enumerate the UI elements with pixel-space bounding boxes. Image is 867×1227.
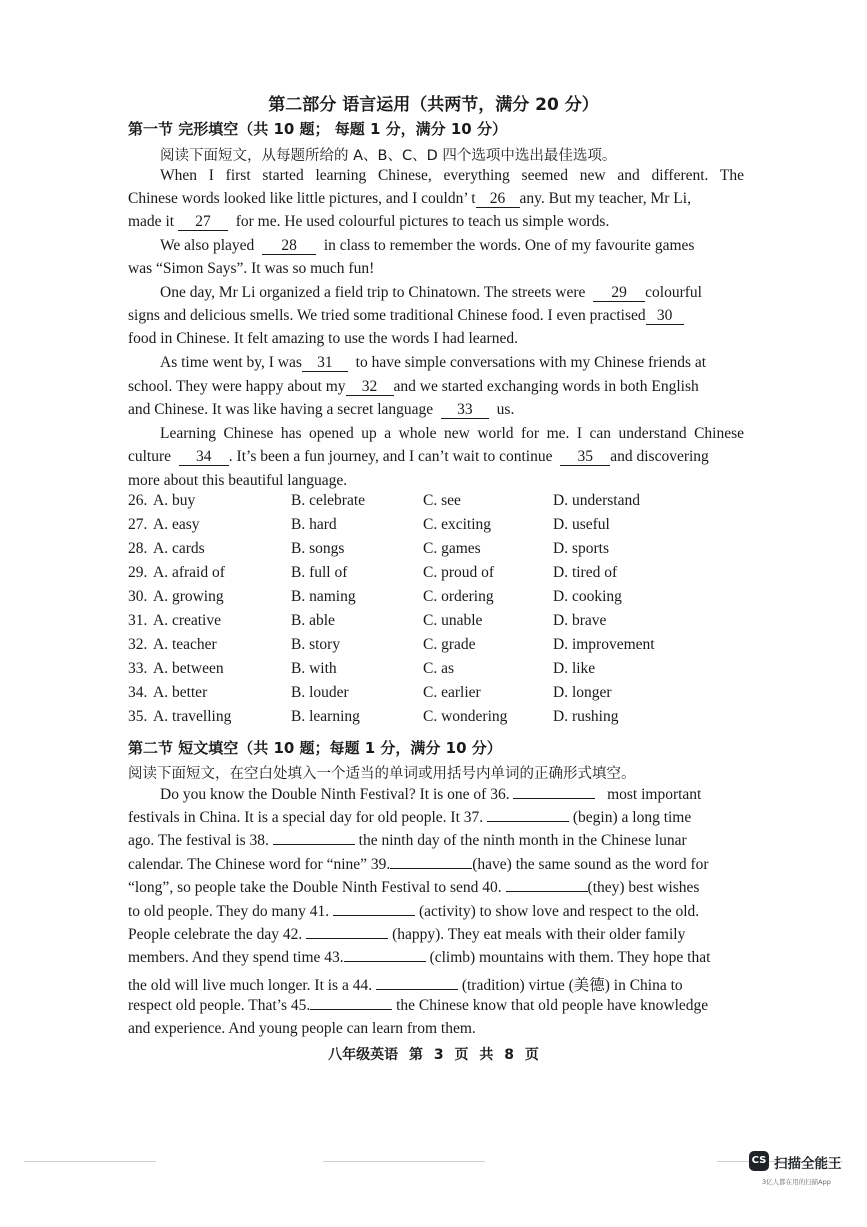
passage-text: Chinese words looked like little pictures, and I couldn’ t (128, 190, 476, 207)
option-c[interactable]: C. grade (423, 636, 476, 653)
passage-line (128, 926, 744, 950)
option-c[interactable]: C. games (423, 540, 481, 557)
option-b[interactable]: B. with (291, 660, 337, 677)
part-title: 第二部分 语言运用（共两节，满分 20 分） (268, 95, 599, 115)
section1-instruction: 阅读下面短文，从每题所给的 A、B、C、D 四个选项中选出最佳选项。 (160, 148, 617, 164)
passage-line (128, 1020, 744, 1044)
option-b[interactable]: B. full of (291, 564, 348, 581)
option-c[interactable]: C. proud of (423, 564, 495, 581)
option-d[interactable]: D. rushing (553, 708, 619, 725)
option-a[interactable]: A. teacher (153, 636, 217, 653)
blank-32[interactable]: 32 (346, 378, 394, 396)
scanner-tagline: 3亿人都在用的扫描App (762, 1178, 831, 1186)
passage-text: the ninth day of the ninth month in the Chinese lunar (358, 832, 687, 849)
passage-text: and discovering (610, 448, 709, 465)
option-a[interactable]: A. easy (153, 516, 200, 533)
passage-text: colourful (645, 284, 702, 301)
section2-heading: 第二节 短文填空（共 10 题；每题 1 分，满分 10 分） (128, 739, 502, 757)
option-d[interactable]: D. improvement (553, 636, 655, 653)
question-number: 27. (128, 516, 148, 533)
section1-heading: 第一节 完形填空（共 10 题； 每题 1 分，满分 10 分） (128, 120, 507, 138)
passage-text: and experience. And young people can learn from them. (128, 1020, 476, 1037)
passage-text: the old will live much longer. It is a 44. (128, 977, 373, 994)
passage-text: most important (607, 786, 702, 803)
option-a[interactable]: A. creative (153, 612, 221, 629)
passage-line (128, 307, 744, 331)
passage-text: One day, Mr Li organized a field trip to Chinatown. The streets were (160, 284, 586, 301)
camscanner-logo-icon: CS (749, 1151, 769, 1171)
passage-text: made it (128, 213, 175, 230)
option-c[interactable]: C. unable (423, 612, 483, 629)
question-number: 32. (128, 636, 148, 653)
scanner-app-name: 扫描全能王 (774, 1156, 842, 1172)
option-c[interactable]: C. exciting (423, 516, 492, 533)
option-c[interactable]: C. ordering (423, 588, 494, 605)
passage-text: (climb) mountains with them. They hope that (429, 949, 711, 966)
blank-37[interactable] (487, 821, 569, 822)
passage-text: and we started exchanging words in both English (393, 378, 699, 395)
passage-line (128, 190, 744, 214)
passage-line (128, 260, 744, 284)
passage-line (128, 425, 744, 449)
passage-line (128, 856, 744, 880)
blank-36[interactable] (513, 798, 595, 799)
option-a[interactable]: A. between (153, 660, 224, 677)
passage-text: People celebrate the day 42. (128, 926, 303, 943)
blank-39[interactable] (390, 868, 472, 869)
option-a[interactable]: A. growing (153, 588, 224, 605)
passage-text: members. And they spend time 43. (128, 949, 344, 966)
option-a[interactable]: A. travelling (153, 708, 232, 725)
passage-text: was “Simon Says”. It was so much fun! (128, 260, 375, 277)
blank-31[interactable]: 31 (302, 354, 348, 372)
passage-line (128, 973, 744, 997)
blank-28[interactable]: 28 (262, 237, 316, 255)
option-d[interactable]: D. understand (553, 492, 640, 509)
passage-line (128, 786, 744, 810)
blank-30[interactable]: 30 (646, 307, 684, 325)
scan-edge-line (323, 1161, 485, 1162)
option-d[interactable]: D. longer (553, 684, 612, 701)
passage-text: more about this beautiful language. (128, 472, 348, 489)
option-c[interactable]: C. earlier (423, 684, 481, 701)
passage-text: respect old people. That’s 45. (128, 997, 311, 1014)
passage-text: Do you know the Double Ninth Festival? It is one of 36. (160, 786, 510, 803)
option-b[interactable]: B. able (291, 612, 335, 629)
option-b[interactable]: B. learning (291, 708, 360, 725)
passage-text: (begin) a long time (572, 809, 692, 826)
passage-text: any. But my teacher, Mr Li, (519, 190, 691, 207)
passage-line (128, 401, 744, 425)
passage-text: “long”, so people take the Double Ninth Festival to send 40. (128, 879, 502, 896)
blank-42[interactable] (306, 938, 388, 939)
passage-line (128, 213, 744, 237)
passage-line (128, 997, 744, 1021)
option-c[interactable]: C. as (423, 660, 454, 677)
blank-44[interactable] (376, 989, 458, 990)
passage-text: festivals in China. It is a special day for old people. It 37. (128, 809, 484, 826)
passage-line (128, 378, 744, 402)
option-b[interactable]: B. louder (291, 684, 349, 701)
passage-text: Learning Chinese has opened up a whole new world for me. I can understand Chinese (160, 425, 744, 442)
blank-33[interactable]: 33 (441, 401, 489, 419)
passage-text: (activity) to show love and respect to the old. (418, 903, 700, 920)
blank-45[interactable] (310, 1009, 392, 1010)
passage-text: the Chinese know that old people have knowledge (396, 997, 709, 1014)
passage-text: We also played (160, 237, 255, 254)
passage-line (128, 903, 744, 927)
option-a[interactable]: A. buy (153, 492, 196, 509)
section2-instruction: 阅读下面短文，在空白处填入一个适当的单词或用括号内单词的正确形式填空。 (128, 766, 636, 782)
option-d[interactable]: D. cooking (553, 588, 622, 605)
blank-41[interactable] (333, 915, 415, 916)
passage-line (128, 949, 744, 973)
passage-text: (they) best wishes (587, 879, 700, 896)
passage-line (128, 879, 744, 903)
blank-35[interactable]: 35 (560, 448, 610, 466)
passage-text: school. They were happy about my (128, 378, 346, 395)
option-d[interactable]: D. useful (553, 516, 610, 533)
blank-40[interactable] (506, 891, 588, 892)
passage-text: ago. The festival is 38. (128, 832, 269, 849)
option-d[interactable]: D. like (553, 660, 596, 677)
passage-line (128, 167, 744, 191)
scan-edge-line (24, 1161, 156, 1162)
option-d[interactable]: D. brave (553, 612, 607, 629)
page-footer: 八年级英语 第 3 页 共 8 页 (328, 1047, 539, 1063)
option-d[interactable]: D. sports (553, 540, 609, 557)
option-a[interactable]: A. afraid of (153, 564, 225, 581)
passage-text: . It’s been a fun journey, and I can’t wait to continue (228, 448, 553, 465)
passage-text: food in Chinese. It felt amazing to use the words I had learned. (128, 330, 518, 347)
passage-text: (tradition) virtue (美德) in China to (461, 977, 683, 994)
passage-text: signs and delicious smells. We tried some traditional Chinese food. I even practised (128, 307, 646, 324)
question-number: 35. (128, 708, 148, 725)
option-b[interactable]: B. naming (291, 588, 356, 605)
option-c[interactable]: C. wondering (423, 708, 508, 725)
passage-text: When I first started learning Chinese, everything seemed new and different. The (160, 167, 744, 184)
passage-text: for me. He used colourful pictures to teach us simple words. (235, 213, 610, 230)
question-number: 30. (128, 588, 148, 605)
blank-43[interactable] (344, 961, 426, 962)
question-number: 29. (128, 564, 148, 581)
passage-line (128, 448, 744, 472)
option-c[interactable]: C. see (423, 492, 461, 509)
passage-text: (happy). They eat meals with their older family (392, 926, 686, 943)
passage-text: to have simple conversations with my Chinese friends at (355, 354, 707, 371)
question-number: 34. (128, 684, 148, 701)
blank-29[interactable]: 29 (593, 284, 645, 302)
option-b[interactable]: B. songs (291, 540, 345, 557)
passage-text: and Chinese. It was like having a secret language (128, 401, 434, 418)
option-b[interactable]: B. story (291, 636, 341, 653)
passage-text: calendar. The Chinese word for “nine” 39. (128, 856, 391, 873)
question-number: 31. (128, 612, 148, 629)
passage-text: in class to remember the words. One of my favourite games (323, 237, 695, 254)
passage-line (128, 354, 744, 378)
option-b[interactable]: B. celebrate (291, 492, 366, 509)
option-a[interactable]: A. cards (153, 540, 205, 557)
passage-line (128, 237, 744, 261)
passage-text: (have) the same sound as the word for (472, 856, 709, 873)
passage-line (128, 832, 744, 856)
question-number: 33. (128, 660, 148, 677)
passage-text: As time went by, I was (160, 354, 302, 371)
question-number: 26. (128, 492, 148, 509)
passage-line (128, 284, 744, 308)
passage-text: culture (128, 448, 172, 465)
passage-text: us. (496, 401, 515, 418)
option-b[interactable]: B. hard (291, 516, 337, 533)
passage-line (128, 809, 744, 833)
blank-26[interactable]: 26 (476, 190, 520, 208)
passage-text: to old people. They do many 41. (128, 903, 330, 920)
blank-34[interactable]: 34 (179, 448, 229, 466)
blank-27[interactable]: 27 (178, 213, 228, 231)
option-d[interactable]: D. tired of (553, 564, 618, 581)
passage-line (128, 330, 744, 354)
option-a[interactable]: A. better (153, 684, 208, 701)
blank-38[interactable] (273, 844, 355, 845)
question-number: 28. (128, 540, 148, 557)
